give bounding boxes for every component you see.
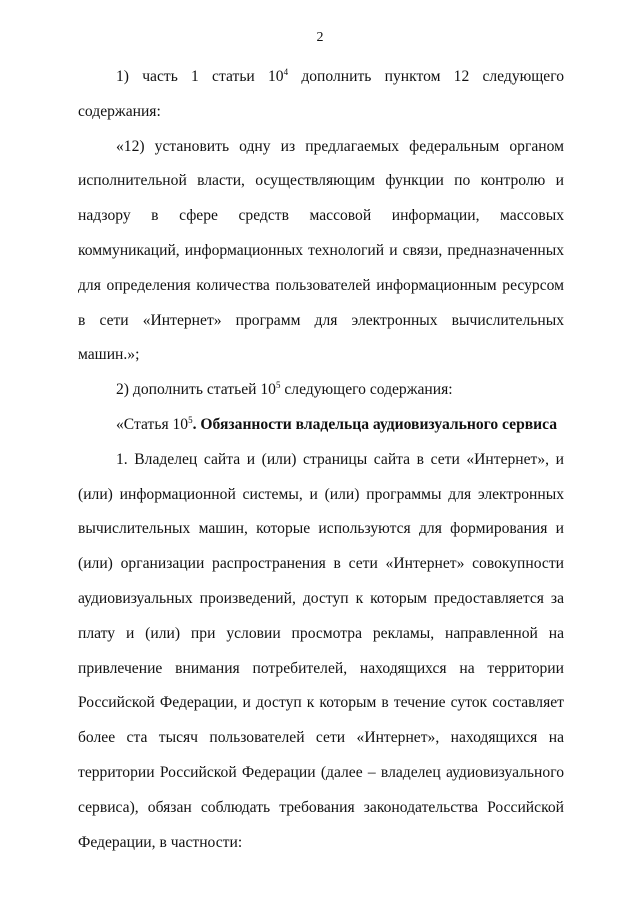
superscript: 5 (188, 414, 193, 425)
paragraph-text: следующего содержания: (280, 381, 453, 399)
paragraph-text: дополнить пунктом 12 следующего содержания: (78, 68, 564, 120)
paragraph-item-12: «12) установить одну из предлагаемых федеральным органом исполнительной власти, осуществляющим функции по контролю и надзору в сфере средств массовой информации, массовых коммуникаций, информационных технологий и связи, предназначенных для определения количества пользователей информационным ресурсом в сети «Интернет» программ для электронных вычислительных машин.»; (78, 137, 564, 364)
paragraph-text: 2) дополнить статьей 10 (116, 381, 276, 399)
article-title (193, 416, 557, 433)
paragraph-amendment-1 (78, 60, 564, 130)
paragraph-clause-1: 1. Владелец сайта и (или) страницы сайта в сети «Интернет», и (или) информационной системы, и (или) программы для электронных вычислительных машин, которые используются для формирования и (или) организации распространения в сети «Интернет» совокупности аудиовизуальных произведений, доступ к которым предоставляется за плату и (или) при условии просмотра рекламы, направленной на привлечение внимания потребителей, находящихся на территории Российской Федерации, и доступ к которым в течение суток составляет более ста тысяч пользователей сети «Интернет», находящихся на территории Российской Федерации (далее – владелец аудиовизуального сервиса), обязан соблюдать требования законодательства Российской Федерации, в частности: (78, 450, 564, 851)
article-separator: . (192, 415, 201, 433)
page-number: 2 (316, 30, 324, 45)
superscript: 5 (275, 380, 281, 391)
superscript: 4 (283, 67, 289, 77)
article-label: «Статья 10 (116, 415, 189, 433)
document-body (78, 60, 564, 860)
article-title-text: Обязанности владельца аудиовизуального сервиса (200, 415, 558, 433)
article-heading (78, 408, 564, 443)
paragraph-text: 1) часть 1 статьи 10 (116, 68, 284, 85)
paragraph-amendment-2 (78, 373, 564, 408)
